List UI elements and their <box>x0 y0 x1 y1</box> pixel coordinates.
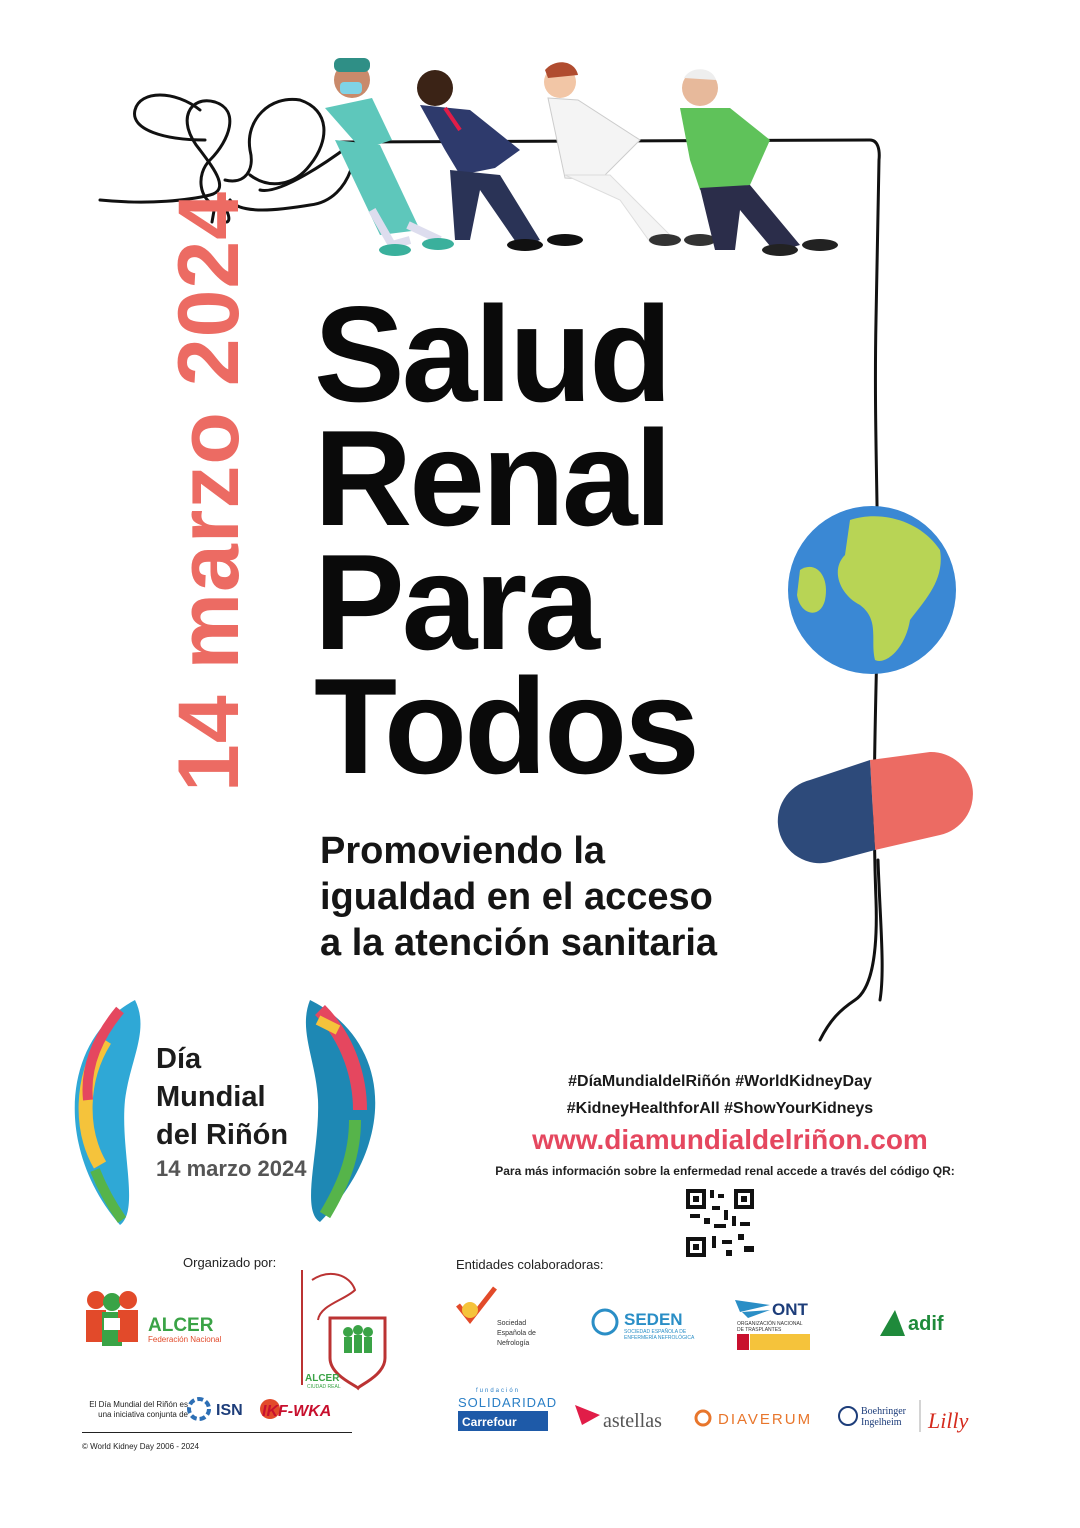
globe-icon <box>788 506 956 674</box>
fundacion-solidaridad-carrefour-logo <box>458 1388 557 1431</box>
lilly-name: Lilly <box>928 1408 969 1433</box>
adif-logo <box>880 1310 944 1336</box>
subtitle <box>320 828 717 966</box>
initiative-line-1: El Día Mundial del Riñón es <box>89 1400 188 1409</box>
alcer-name: ALCER <box>148 1315 214 1336</box>
headline <box>314 278 697 802</box>
hashtags <box>470 1068 970 1122</box>
ont-sub1: ORGANIZACIÓN NACIONAL <box>737 1321 803 1327</box>
dmr-line-3: del Riñón <box>156 1119 289 1151</box>
ikf-label: IKF-WKA <box>262 1403 332 1420</box>
organized-by-label: Organizado por: <box>183 1255 277 1270</box>
dmr-line-2: Mundial <box>156 1081 266 1113</box>
alcer-logo <box>86 1291 222 1346</box>
isn-label: ISN <box>216 1402 243 1419</box>
headline-line-3: Para <box>314 526 597 678</box>
kidney-day-ribbon-left-icon <box>75 1000 141 1225</box>
footer-divider <box>82 1432 352 1433</box>
dmr-line-1: Día <box>156 1043 202 1075</box>
solidaridad-label: SOLIDARIDAD <box>458 1395 558 1410</box>
kidney-day-ribbon-right-icon <box>306 1000 375 1222</box>
boehringer-line1: Boehringer <box>861 1406 906 1417</box>
seden-sub1: SOCIEDAD ESPAÑOLA DE <box>624 1329 687 1335</box>
event-date-vertical: 14 marzo 2024 <box>161 190 257 792</box>
seden-logo <box>593 1310 695 1341</box>
boehringer-line2: Ingelheim <box>861 1417 902 1428</box>
headline-line-2: Renal <box>314 402 670 554</box>
astellas-name: astellas <box>603 1410 662 1432</box>
ont-logo <box>735 1300 810 1350</box>
boehringer-logo <box>839 1400 920 1432</box>
dmr-date: 14 marzo 2024 <box>156 1156 307 1181</box>
website-link[interactable]: www.diamundialdelriñon.com <box>532 1124 928 1155</box>
collaborators-label: Entidades colaboradoras: <box>456 1257 604 1272</box>
world-kidney-day-logo-text <box>156 1040 306 1184</box>
fundacion-label: fundación <box>476 1388 521 1394</box>
ont-sub2: DE TRASPLANTES <box>737 1327 782 1333</box>
sen-line1: Sociedad <box>497 1320 527 1327</box>
alcer-cr-name: ALCER <box>305 1373 340 1384</box>
headline-line-4: Todos <box>314 650 697 802</box>
ikf-logo <box>260 1399 331 1420</box>
seden-name: SEDEN <box>624 1310 683 1329</box>
alcer-cr-sub: CIUDAD REAL <box>307 1384 341 1390</box>
copyright: © World Kidney Day 2006 - 2024 <box>82 1442 199 1451</box>
subtitle-line-2: igualdad en el acceso <box>320 876 713 918</box>
sen-line3: Nefrología <box>497 1340 530 1347</box>
alcer-subtitle: Federación Nacional <box>148 1335 222 1344</box>
alcer-ciudad-real-logo <box>302 1270 385 1390</box>
initiative-line-2: una iniciativa conjunta de <box>98 1410 188 1419</box>
people-pulling-rope <box>325 58 838 256</box>
headline-line-1: Salud <box>314 278 670 430</box>
qr-code <box>685 1188 755 1258</box>
diaverum-logo <box>696 1411 812 1428</box>
initiative-text <box>82 1400 188 1420</box>
sen-logo <box>458 1288 536 1347</box>
isn-logo <box>189 1399 243 1419</box>
hashtags-line-2: #KidneyHealthforAll #ShowYourKidneys <box>566 1100 874 1117</box>
lilly-logo <box>927 1408 969 1433</box>
capsule-pill-icon <box>778 752 973 863</box>
subtitle-line-1: Promoviendo la <box>320 830 606 872</box>
adif-name: adif <box>908 1313 944 1335</box>
ont-name: ONT <box>772 1300 808 1319</box>
senior-figure <box>680 69 838 256</box>
seden-sub2: ENFERMERÍA NEFROLÓGICA <box>624 1335 695 1341</box>
carrefour-label: Carrefour <box>462 1415 517 1429</box>
diaverum-name: DIAVERUM <box>718 1411 813 1428</box>
astellas-logo <box>575 1405 662 1432</box>
sen-line2: Española de <box>497 1330 536 1337</box>
subtitle-line-3: a la atención sanitaria <box>320 922 718 964</box>
qr-note: Para más información sobre la enfermedad renal accede a través del código QR: <box>495 1164 955 1178</box>
hashtags-line-1: #DíaMundialdelRiñón #WorldKidneyDay <box>568 1073 872 1090</box>
